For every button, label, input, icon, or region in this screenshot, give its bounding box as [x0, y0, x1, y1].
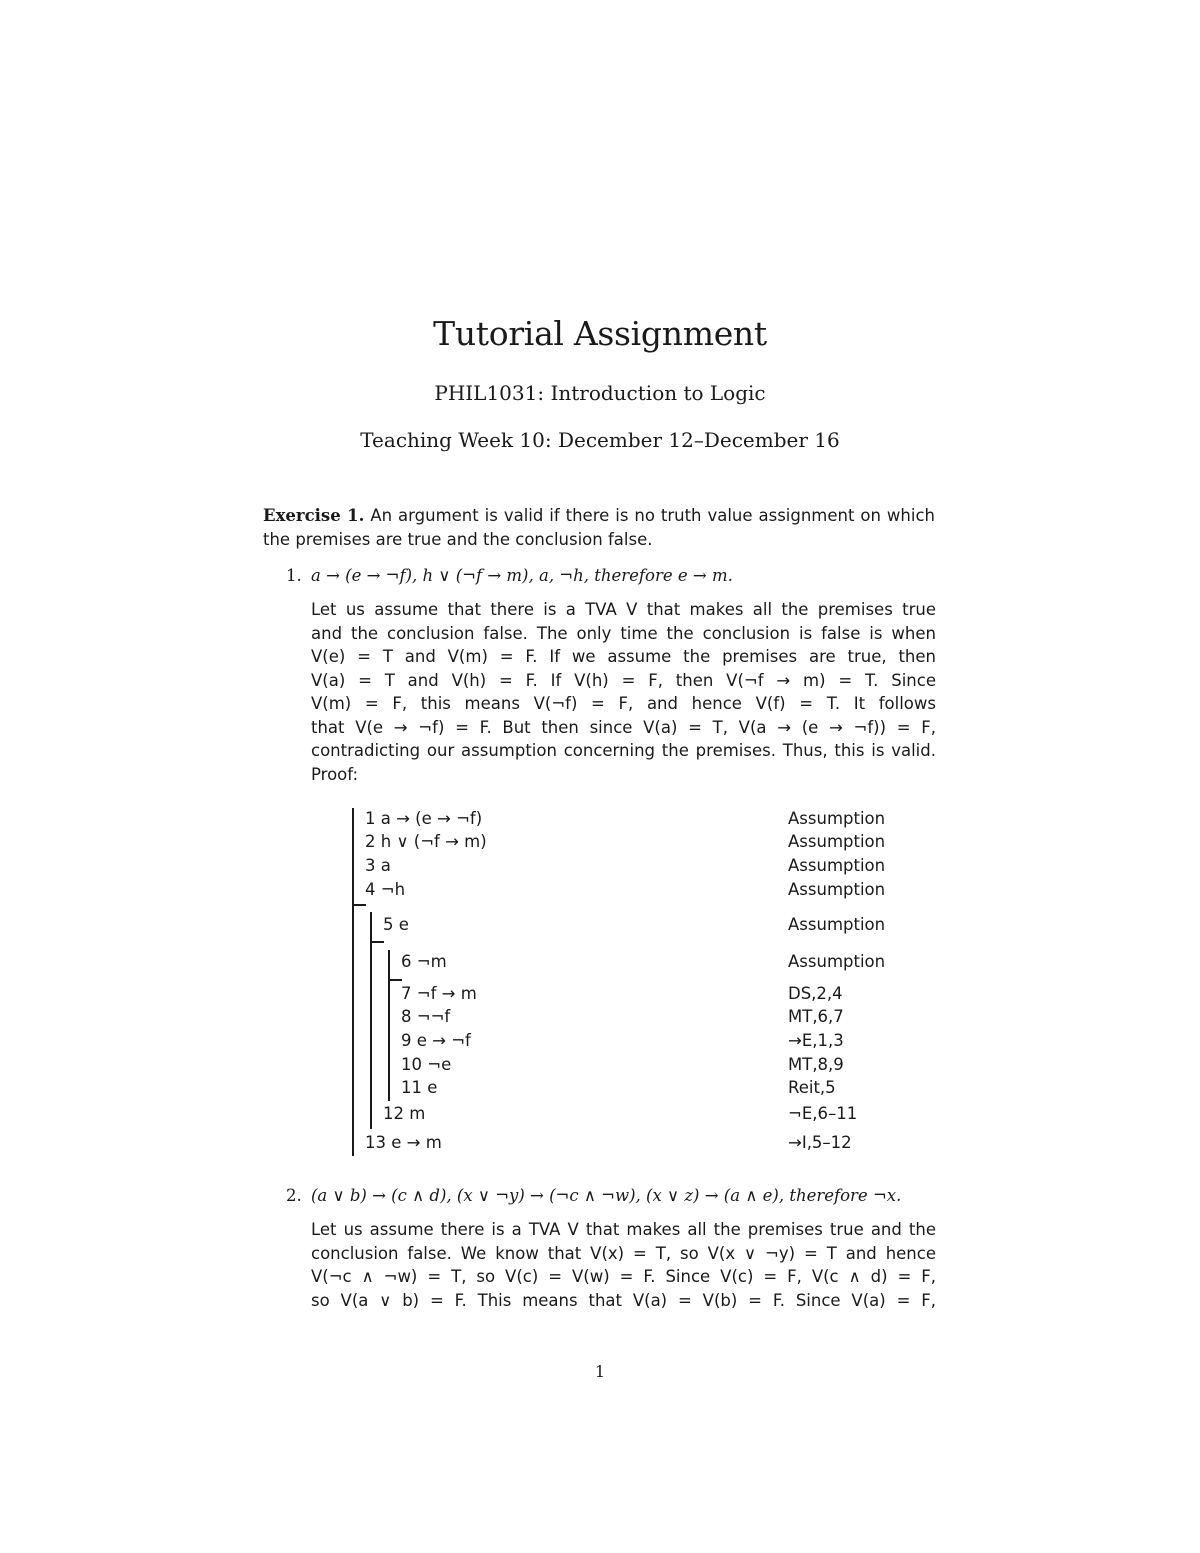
proof-justification: Assumption — [788, 809, 886, 828]
proof-justification: →E,1,3 — [788, 1031, 844, 1050]
item-1-explanation-line: Let us assume that there is a TVA V that makes all the premises true — [311, 600, 936, 619]
item-1-explanation-line: V(m) = F, this means V(¬f) = F, and hence V(f) = T. It follows — [311, 694, 936, 713]
proof-scope-line-main — [352, 808, 354, 1156]
proof-line: 5 e — [383, 915, 409, 934]
item-2-number: 2. — [286, 1186, 302, 1205]
proof-scope-line-sub1 — [370, 912, 372, 1129]
proof-assumption-bar-2 — [388, 979, 402, 981]
item-1-explanation — [311, 598, 936, 786]
item-2-explanation-line: so V(a ∨ b) = F. This means that V(a) = V(b) = F. Since V(a) = F, — [311, 1290, 936, 1310]
proof-assumption-bar-1 — [370, 941, 384, 943]
item-2-explanation-line: V(¬c ∧ ¬w) = T, so V(c) = V(w) = F. Since V(c) = F, V(c ∧ d) = F, — [311, 1267, 936, 1286]
page-number: 1 — [594, 1362, 606, 1381]
page-title: Tutorial Assignment — [433, 314, 767, 353]
exercise-intro-line-2: the premises are true and the conclusion false. — [263, 529, 653, 549]
proof-justification: →I,5–12 — [788, 1133, 852, 1152]
proof-justification: ¬E,6–11 — [788, 1104, 858, 1123]
proof-line: 9 e → ¬f — [401, 1031, 471, 1050]
proof-line: 7 ¬f → m — [401, 984, 477, 1003]
week-subtitle: Teaching Week 10: December 12–December 16 — [360, 428, 840, 452]
proof-line: 8 ¬¬f — [401, 1007, 451, 1026]
proof-justification: MT,6,7 — [788, 1007, 844, 1026]
exercise-intro-line-1: An argument is valid if there is no truth value assignment on which — [370, 506, 935, 525]
course-subtitle: PHIL1031: Introduction to Logic — [434, 381, 766, 405]
item-1-statement: a → (e → ¬f), h ∨ (¬f → m), a, ¬h, therefore e → m. — [311, 566, 733, 585]
item-1-explanation-line: contradicting our assumption concerning the premises. Thus, this is valid. — [311, 741, 936, 760]
proof-justification: Assumption — [788, 880, 886, 899]
item-1-explanation-line: and the conclusion false. The only time the conclusion is false is when — [311, 623, 936, 643]
item-1-number: 1. — [286, 566, 302, 585]
proof-justification: Assumption — [788, 915, 886, 934]
proof-label: Proof: — [311, 764, 359, 784]
item-2-statement: (a ∨ b) → (c ∧ d), (x ∨ ¬y) → (¬c ∧ ¬w), (x ∨ z) → (a ∧ e), therefore ¬x. — [311, 1186, 902, 1205]
proof-justification: Assumption — [788, 856, 886, 875]
proof-line: 3 a — [365, 856, 391, 875]
proof-line: 4 ¬h — [365, 880, 406, 899]
item-2-explanation — [311, 1218, 936, 1312]
exercise-label: Exercise 1. — [263, 506, 365, 525]
proof-justification: Assumption — [788, 832, 886, 851]
proof-scope-line-sub2 — [388, 950, 390, 1101]
proof-line: 2 h ∨ (¬f → m) — [365, 832, 487, 851]
proof-justification: Reit,5 — [788, 1078, 836, 1097]
proof-line: 6 ¬m — [401, 952, 447, 971]
item-1-explanation-line: that V(e → ¬f) = F. But then since V(a) = T, V(a → (e → ¬f)) = F, — [311, 717, 936, 737]
exercise-intro — [263, 504, 935, 551]
proof-line: 1 a → (e → ¬f) — [365, 809, 483, 828]
proof-justification: DS,2,4 — [788, 984, 843, 1003]
item-1-explanation-line: V(e) = T and V(m) = F. If we assume the premises are true, then — [311, 647, 936, 666]
proof-justification: Assumption — [788, 952, 886, 971]
item-2-explanation-line: Let us assume there is a TVA V that makes all the premises true and the — [311, 1220, 936, 1239]
proof-line: 13 e → m — [365, 1133, 442, 1152]
proof-premise-bar — [352, 904, 366, 906]
item-1-explanation-line: V(a) = T and V(h) = F. If V(h) = F, then V(¬f → m) = T. Since — [311, 670, 936, 690]
proof-line: 11 e — [401, 1078, 438, 1097]
item-2-explanation-line: conclusion false. We know that V(x) = T, so V(x ∨ ¬y) = T and hence — [311, 1243, 936, 1263]
proof-line: 12 m — [383, 1104, 426, 1123]
proof-line: 10 ¬e — [401, 1055, 452, 1074]
proof-justification: MT,8,9 — [788, 1055, 844, 1074]
